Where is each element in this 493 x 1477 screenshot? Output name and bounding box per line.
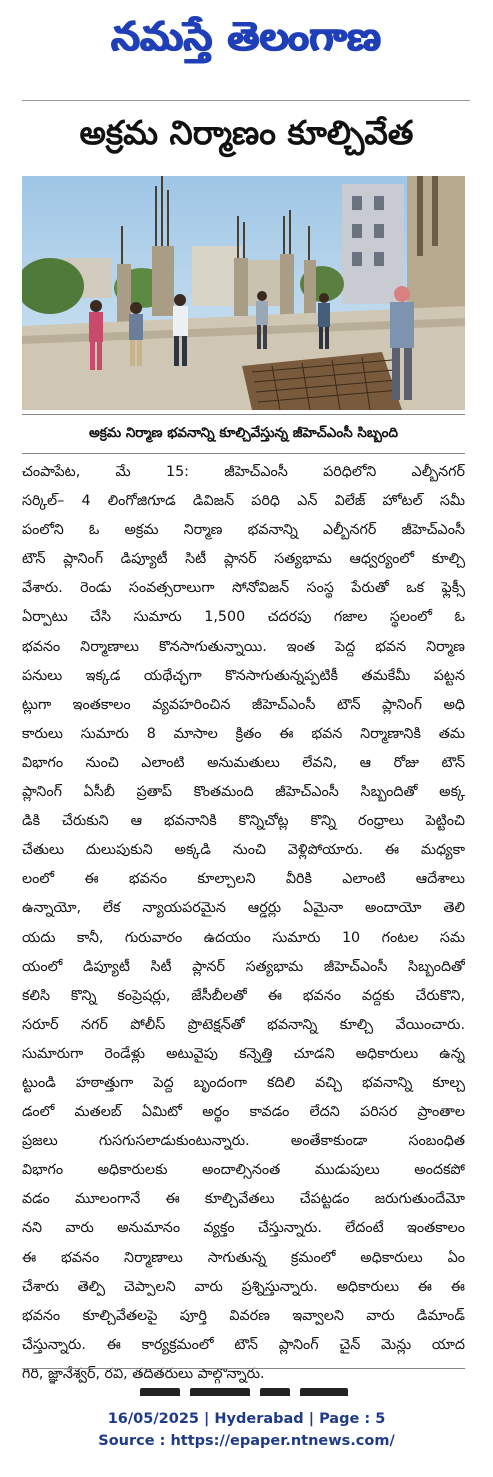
article-line: కలిసి కొన్ని కంప్రెషర్లు, జేసీబీలతో ఈ భవనం వద్దకు చేరుకొని, bbox=[22, 987, 465, 1004]
page-footer bbox=[0, 1408, 493, 1452]
article-body bbox=[22, 458, 465, 1389]
article-line: గిరి, జ్ఞానేశ్వర్, రవి, తదితరులు పాల్గొన్నారు. bbox=[22, 1365, 265, 1382]
article-line: ప్రజలు గుసగుసలాడుకుంటున్నారు. అంతేకాకుండా సంబంధిత bbox=[22, 1133, 465, 1150]
article-line: ఏర్పాటు చేసి సుమారు 1,500 చదరపు గజాల స్థలంలో ఓ bbox=[22, 609, 465, 626]
article-line: భవనం నిర్మాణాలు కొనసాగుతున్నాయి. ఇంత పెద్ద భవన నిర్మాణ bbox=[22, 638, 465, 655]
article-line: వేశారు. రెండు సంవత్సరాలుగా సోనోవిజన్ సంస్థ పేరుతో ఒక ఫ్లెక్సీ bbox=[22, 580, 465, 597]
newspaper-masthead bbox=[0, 6, 493, 78]
article-line: విభాగం అధికారులకు అందాల్సినంత ముడుపులు అందకపో bbox=[22, 1162, 465, 1179]
article-line: పంలోని ఓ అక్రమ నిర్మాణ భవనాన్ని ఎల్బీనగర్ జీహెచ్ఎంసీ bbox=[22, 522, 465, 539]
article-end-divider bbox=[22, 1368, 465, 1369]
footer-date-page: 16/05/2025 | Hyderabad | Page : 5 bbox=[107, 1411, 386, 1427]
article-line: వడం మూలంగానే ఈ కూల్చివేతలు చేపట్టడం జరుగుతుందేమో bbox=[22, 1191, 465, 1208]
news-photo bbox=[22, 176, 465, 410]
article-line: ట్టుండి హఠాత్తుగా పెద్ద బృందంగా కదిలి వచ్చి భవనాన్ని కూల్చ bbox=[22, 1074, 465, 1091]
article-line: ఉన్నాయో, లేక న్యాయపరమైన ఆర్డర్లు ఏమైనా అందాయో తెలి bbox=[22, 900, 465, 917]
article-line: చేస్తున్నారు. ఈ కార్యక్రమంలో టౌన్ ప్లానింగ్ చైన్ మెన్లు యాద bbox=[22, 1336, 465, 1353]
article-line: సరూర్ నగర్ పోలీస్ ప్రొటెక్షన్‌తో భవనాన్ని కూల్చి వేయించారు. bbox=[22, 1016, 465, 1033]
article-line: యదు కానీ, గురువారం ఉదయం సుమారు 10 గంటల సమ bbox=[22, 929, 465, 946]
article-line: సర్కిల్– 4 లింగోజిగూడ డివిజన్ పరిధి ఎన్ విలేజ్ హోటల్ సమీ bbox=[22, 493, 465, 510]
article-line: చేతులు దులుపుకుని అక్కడి నుంచి వెళ్లిపోయారు. ఈ మధ్యకా bbox=[22, 842, 465, 859]
article-line: ట్లుగా ఇంతకాలం వ్యవహరించిన జీహెచ్ఎంసీ టౌన్ ప్లానింగ్ అధి bbox=[22, 696, 465, 713]
article-line: చేశారు తెల్పి చెప్పాలని వారు ప్రశ్నిస్తున్నారు. అధికారులు ఈ ఈ bbox=[22, 1278, 465, 1295]
article-line: టౌన్ ప్లానింగ్ డిప్యూటీ సిటీ ప్లానర్ సత్యభామ ఆధ్వర్యంలో కూల్చి bbox=[22, 551, 465, 568]
article-line: ప్లానింగ్ ఏసీబీ ప్రతాప్ కొంతమంది జీహెచ్ఎంసీ సిబ్బందితో అక్క bbox=[22, 784, 465, 801]
article-line: కారులు సుమారు 8 మాసాల క్రితం ఈ భవన నిర్మాణానికి తమ bbox=[22, 725, 465, 742]
article-line: డంలో మతలబ్ ఏమిటో అర్థం కావడం లేదని పరిసర ప్రాంతాల bbox=[22, 1104, 465, 1121]
masthead-title: నమస్తే తెలంగాణ bbox=[111, 14, 382, 60]
article-line: డికి చేరుకుని ఆ భవనానికి కొన్నిచోట్ల కొన్ని రంధ్రాలు పెట్టించి bbox=[22, 813, 465, 830]
demolition-site-photo bbox=[22, 176, 465, 410]
article-line: లంలో ఈ భవనం కూల్చాలని వీరికి ఎలాంటి ఆదేశాలు bbox=[22, 871, 465, 888]
next-headline-cutoff bbox=[140, 1382, 350, 1396]
article-line: నని వారు అనుమానం వ్యక్తం చేస్తున్నారు. లేదంటే ఇంతకాలం bbox=[22, 1220, 465, 1237]
article-headline: అక్రమ నిర్మాణం కూల్చివేత bbox=[79, 112, 414, 152]
article-line: చంపాపేట, మే 15: జీహెచ్ఎంసీ పరిధిలోని ఎల్బీనగర్ bbox=[22, 464, 465, 480]
article-line: పనులు ఇక్కడ యథేచ్ఛగా కొనసాగుతున్నప్పటికీ తమకేమీ పట్టన bbox=[22, 667, 465, 684]
article-line: భవనం కూల్చివేతలపై పూర్తి వివరణ ఇవ్వాలని వారు డిమాండ్ bbox=[22, 1307, 465, 1324]
headline-divider bbox=[22, 100, 470, 101]
article-line: యంలో డిప్యూటీ సిటీ ప్లానర్ సత్యభామ జీహెచ్ఎంసీ సిబ్బందితో bbox=[22, 958, 465, 975]
article-line: సుమారుగా రెండేళ్లు అటువైపు కన్నెత్తి చూడని అధికారులు ఉన్న bbox=[22, 1045, 465, 1062]
article-line: విభాగం నుంచి ఎలాంటి అనుమతులు లేవని, ఆ రోజు టౌన్ bbox=[22, 754, 465, 771]
article-line: ఈ భవనం నిర్మాణాలు సాగుతున్న క్రమంలో అధికారులు ఏం bbox=[22, 1249, 465, 1266]
photo-caption: అక్రమ నిర్మాణ భవనాన్ని కూల్చివేస్తున్న జీహెచ్ఎంసీ సిబ్బంది bbox=[22, 414, 465, 454]
footer-source: Source : https://epaper.ntnews.com/ bbox=[98, 1433, 395, 1449]
